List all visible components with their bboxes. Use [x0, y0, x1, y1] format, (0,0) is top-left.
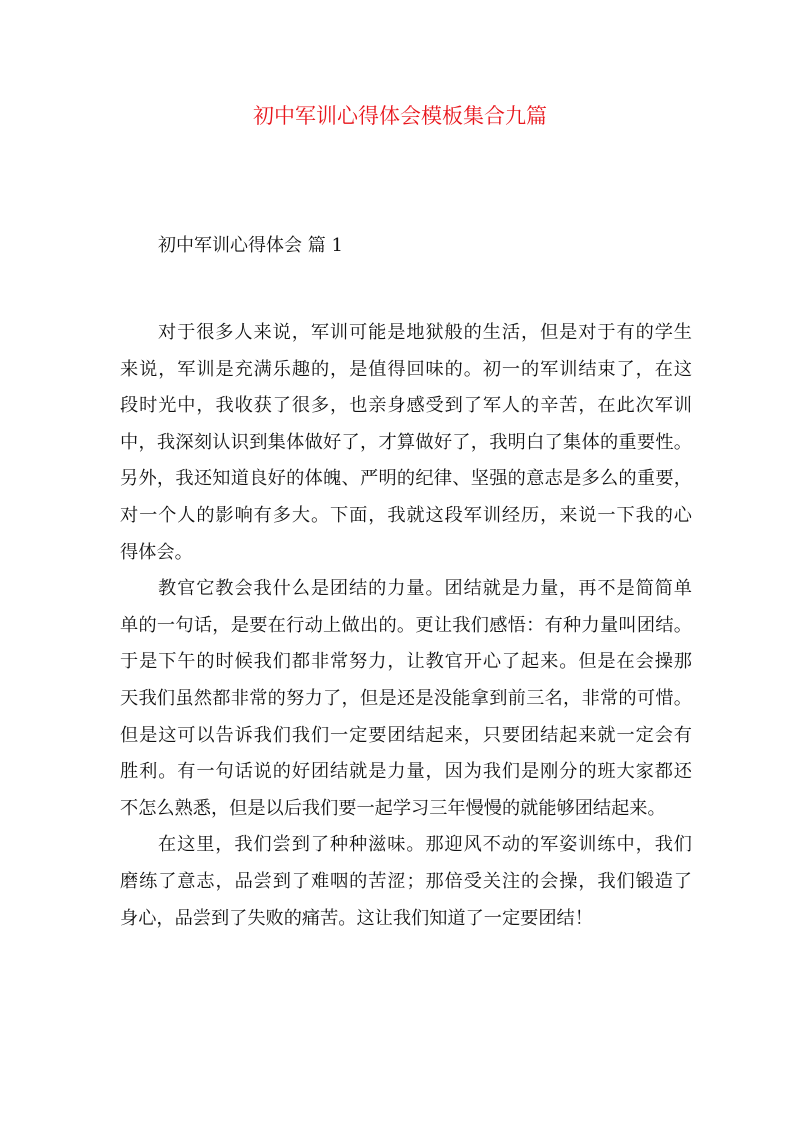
paragraph-1: [120, 315, 692, 571]
document-title: 初中军训心得体会模板集合九篇: [253, 104, 547, 128]
text-line: 教官它教会我什么是团结的力量。团结就是力量，再不是简简单: [158, 578, 692, 600]
text-line: 中，我深刻认识到集体做好了，才算做好了，我明白了集体的重要性。: [120, 431, 692, 453]
text-line: 身心，品尝到了失败的痛苦。这让我们知道了一定要团结！: [120, 907, 593, 929]
text-line: 天我们虽然都非常的努力了，但是还是没能拿到前三名，非常的可惜。: [120, 687, 692, 709]
text-line: 另外，我还知道良好的体魄、严明的纪律、坚强的意志是多么的重要，: [120, 468, 692, 490]
paragraph-2: [120, 571, 692, 827]
text-line: 段时光中，我收获了很多，也亲身感受到了军人的辛苦，在此次军训: [120, 395, 692, 417]
text-line: 在这里，我们尝到了种种滋味。那迎风不动的军姿训练中，我们: [158, 834, 692, 856]
text-line: 来说，军训是充满乐趣的，是值得回味的。初一的军训结束了，在这: [120, 358, 692, 380]
text-line: 得体会。: [120, 541, 193, 563]
text-line: 胜利。有一句话说的好团结就是力量，因为我们是刚分的班大家都还: [120, 761, 692, 783]
section-heading: 初中军训心得体会 篇 1: [158, 235, 343, 256]
text-line: 不怎么熟悉，但是以后我们要一起学习三年慢慢的就能够团结起来。: [120, 797, 666, 819]
text-line: 磨练了意志，品尝到了难咽的苦涩；那倍受关注的会操，我们锻造了: [120, 870, 692, 892]
text-line: 单的一句话，是要在行动上做出的。更让我们感悟：有种力量叫团结。: [120, 614, 692, 636]
text-line: 对于很多人来说，军训可能是地狱般的生活，但是对于有的学生: [158, 322, 692, 343]
body-text: [120, 315, 692, 937]
text-line: 于是下午的时候我们都非常努力，让教官开心了起来。但是在会操那: [120, 651, 692, 673]
paragraph-3: [120, 827, 692, 937]
text-line: 但是这可以告诉我们我们一定要团结起来，只要团结起来就一定会有: [120, 724, 692, 746]
text-line: 对一个人的影响有多大。下面，我就这段军训经历，来说一下我的心: [120, 504, 692, 526]
